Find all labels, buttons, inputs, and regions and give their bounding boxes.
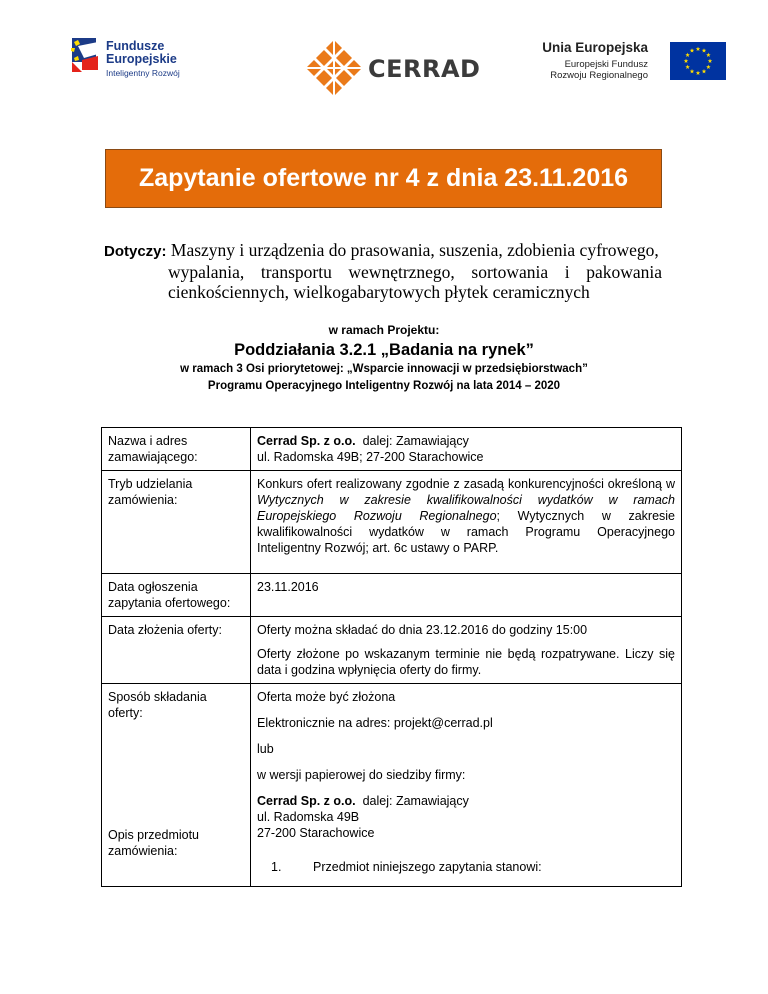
key-tryb: Tryb udzielania zamówienia:	[102, 471, 251, 574]
fe-logo-line3: Inteligentny Rozwój	[106, 68, 180, 78]
value-nazwa	[251, 428, 682, 471]
sposob-alias: dalej: Zamawiający	[355, 794, 469, 808]
sposob-address	[257, 793, 675, 841]
cerrad-diamond-icon	[304, 38, 364, 98]
sposob-email: Elektronicznie na adres: projekt@cerrad.pl	[257, 716, 493, 730]
table-row	[102, 684, 682, 887]
title-banner	[105, 149, 662, 208]
fundusze-europejskie-logo	[68, 34, 218, 84]
key-data-zlozenia: Data złożenia oferty:	[102, 617, 251, 684]
ue-subtitle-1: Europejski Fundusz	[564, 59, 648, 70]
key-sposob-label: Sposób składania oferty:	[108, 690, 207, 720]
sposob-addr1: ul. Radomska 49B	[257, 810, 360, 824]
os-priorytetowa: w ramach 3 Osi priorytetowej: „Wsparcie innowacji w przedsiębiorstwach”	[180, 363, 588, 375]
sposob-addr2: 27-200 Starachowice	[257, 826, 375, 840]
fe-flag-icon	[68, 36, 102, 72]
termin-text: Oferty można składać do dnia 23.12.2016 do godziny 15:00	[257, 623, 588, 637]
program-name: Programu Operacyjnego Inteligentny Rozwój na lata 2014 – 2020	[207, 380, 561, 392]
value-data-zlozenia	[251, 617, 682, 684]
table-row	[102, 617, 682, 684]
table-row	[102, 428, 682, 471]
opis-item-number: 1.	[271, 860, 282, 874]
w-ramach-projektu: w ramach Projektu:	[328, 323, 440, 337]
cerrad-logo	[304, 38, 486, 98]
tryb-text-2: ; Wytycznych w zakresie kwalifikowalności wydatków w ramach Programu Operacyjnego Inteligentny Rozwój; art. 6c ustawy o PARP.	[257, 509, 676, 555]
dotyczy-line1: Maszyny i urządzenia do prasowania, suszenia, zdobienia cyfrowego,	[170, 240, 659, 260]
sposob-company: Cerrad Sp. z o.o.	[257, 794, 356, 808]
value-tryb	[251, 471, 682, 574]
termin-note: Oferty złożone po wskazanym terminie nie będą rozpatrywane. Liczy się data i godzina wpłynięcia oferty do firmy.	[257, 647, 675, 677]
page-title: Zapytanie ofertowe nr 4 z dnia 23.11.2016	[138, 164, 629, 192]
eu-flag-icon	[670, 42, 726, 80]
table-row	[102, 574, 682, 617]
opis-item-1	[257, 859, 675, 881]
key-nazwa: Nazwa i adres zamawiającego:	[102, 428, 251, 471]
table-row	[102, 471, 682, 574]
opis-item-text: Przedmiot niniejszego zapytania stanowi:	[313, 860, 542, 874]
company-name: Cerrad Sp. z o.o.	[257, 434, 356, 448]
key-opis-label: Opis przedmiotu zamówienia:	[108, 828, 200, 858]
tryb-italic: Wytycznych w zakresie kwalifikowalności wydatków w ramach Europejskiego Rozwoju Regionalnego	[257, 493, 675, 523]
ue-subtitle-2: Rozwoju Regionalnego	[550, 70, 648, 81]
sposob-intro: Oferta może być złożona	[257, 690, 396, 704]
ue-title: Unia Europejska	[542, 40, 648, 55]
dotyczy-line2: wypalania, transportu wewnętrznego, sortowania i pakowania	[168, 262, 662, 282]
dotyczy-section	[104, 240, 662, 302]
dotyczy-line3: cienkościennych, wielkogabarytowych płytek ceramicznych	[168, 282, 590, 302]
company-address: ul. Radomska 49B; 27-200 Starachowice	[257, 450, 484, 464]
key-data-ogloszenia: Data ogłoszenia zapytania ofertowego:	[102, 574, 251, 617]
tryb-text-1: Konkurs ofert realizowany zgodnie z zasadą konkurencyjności określoną w	[257, 477, 675, 491]
key-sposob	[102, 684, 251, 887]
poddzialanie-title: Poddziałania 3.2.1 „Badania na rynek”	[234, 341, 534, 359]
company-alias: dalej: Zamawiający	[355, 434, 469, 448]
cerrad-wordmark: CERRAD	[368, 55, 481, 83]
dotyczy-label: Dotyczy:	[104, 243, 167, 260]
value-sposob	[251, 684, 682, 887]
sposob-lub: lub	[257, 742, 274, 756]
value-data-ogloszenia: 23.11.2016	[251, 574, 682, 617]
info-table	[101, 427, 682, 887]
sposob-papier: w wersji papierowej do siedziby firmy:	[257, 768, 466, 782]
unia-europejska-logo	[524, 40, 724, 90]
fe-logo-line2: Europejskie	[106, 52, 177, 66]
fe-logo-line1: Fundusze	[106, 39, 165, 53]
